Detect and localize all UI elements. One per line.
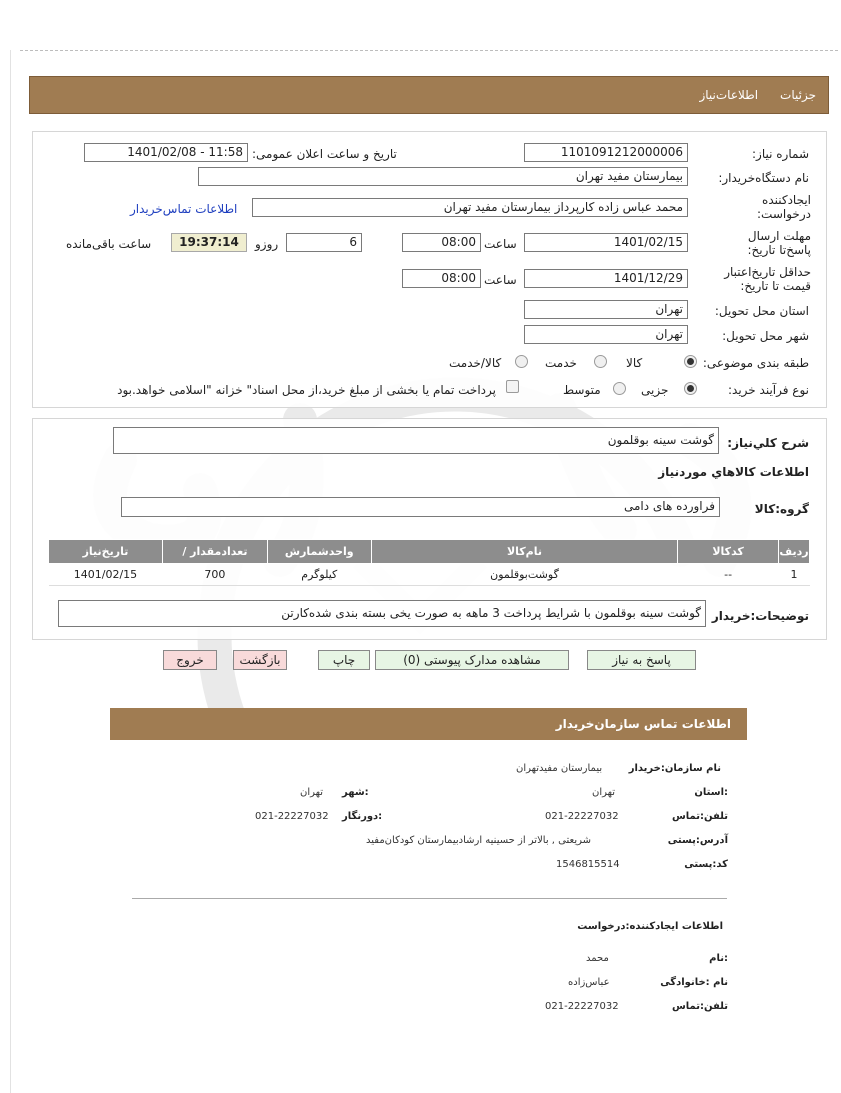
reply-button[interactable]: پاسخ به نیاز [587,650,696,670]
day-label: روزو [255,237,279,251]
org-contact-title-bar: اطلاعات تماس سازمان‌خریدار [110,708,747,740]
category-option-service: خدمت [545,356,577,370]
validity-label: حداقل تاریخ‌اعتبار قیمت تا تاریخ: [724,265,811,293]
requester-name-label: :نام [709,953,728,964]
org-phone-value: 021-22227032 [545,811,619,822]
category-option-goods: کالا [626,356,643,370]
requester-family-label: نام :خانوادگی [660,977,728,988]
province-label: استان محل تحویل: [714,304,809,318]
col-code: کدکالا [678,540,779,564]
org-address-label: آدرس:پستی [667,835,728,846]
creator-label: ایجادکننده درخواست: [757,193,811,221]
deadline-time-field: 08:00 [402,233,481,252]
col-row: ردیف [779,540,810,564]
requester-family-value: عباس‌زاده [568,977,610,988]
org-name-value: بیمارستان مفیدتهران [516,763,603,774]
org-province-value: تهران [592,787,616,798]
remaining-timer: 19:37:14 [171,233,247,252]
validity-date-field: 1401/12/29 [524,269,688,288]
cell-code: -- [678,564,779,586]
table-row [49,564,810,586]
validity-time-label: ساعت [484,273,517,287]
org-fax-value: 021-22227032 [255,811,329,822]
exit-button[interactable]: خروج [163,650,217,670]
col-unit: واحدشمارش [267,540,371,564]
cell-row: 1 [779,564,810,586]
print-button[interactable]: چاپ [318,650,370,670]
goods-title: اطلاعات کالاهاي موردنیاز [658,465,809,479]
org-address-value: شریعتی , بالاتر از حسینیه ارشادبیمارستان کودکان‌مفید [366,835,592,846]
city-field: تهران [524,325,688,344]
table-header-row [49,540,810,564]
group-field: فراورده های دامی [121,497,720,517]
process-option-minor: جزیی [641,383,669,397]
cell-need-date: 1401/02/15 [49,564,163,586]
org-city-value: تهران [300,787,324,798]
payment-checkbox[interactable] [506,380,519,393]
buyer-field: بیمارستان مفید تهران [198,167,688,186]
tab-need-info[interactable]: اطلاعات‌نیاز [699,88,759,102]
process-radio-minor[interactable] [684,382,697,395]
remaining-label: ساعت باقی‌مانده [66,237,152,251]
org-city-label: :شهر [342,787,369,798]
org-postal-label: کد:پستی [684,859,728,870]
col-name: نام‌کالا [371,540,677,564]
payment-note: پرداخت تمام یا بخشی از مبلغ خرید،از محل اسناد" خزانه "اسلامی خواهد.بود [117,383,496,397]
header-bar [29,76,829,114]
org-postal-value: 1546815514 [556,859,620,870]
validity-time-field: 08:00 [402,269,481,288]
section-divider [132,898,727,899]
requester-phone-label: تلفن:تماس [671,1001,728,1012]
org-phone-label: تلفن:تماس [671,811,728,822]
category-radio-goods[interactable] [684,355,697,368]
group-label: گروه:کالا [754,502,809,516]
back-button[interactable]: بازگشت [233,650,287,670]
cell-quantity: 700 [162,564,267,586]
summary-label: شرح کلي‌نیاز: [727,436,809,450]
process-option-medium: متوسط [563,383,601,397]
buyer-contact-link[interactable]: اطلاعات تماس‌خریدار [130,202,238,216]
province-field: تهران [524,300,688,319]
attachments-button[interactable]: مشاهده مدارک پیوستی (0) [375,650,569,670]
process-radio-medium[interactable] [613,382,626,395]
need-number-field: 1101091212000006 [524,143,688,162]
creator-field: محمد عباس زاده کارپرداز بیمارستان مفید تهران [252,198,688,217]
org-fax-label: :دورنگار [342,811,383,822]
org-name-label: نام سازمان:خریدار [628,763,721,774]
org-province-label: :استان [694,787,728,798]
requester-name-value: محمد [586,953,609,964]
col-need-date: تاریخ‌نیاز [49,540,163,564]
tab-details[interactable]: جزئیات [780,88,816,102]
cell-unit: کیلوگرم [267,564,371,586]
deadline-label: مهلت ارسال پاسخ‌تا تاریخ: [747,229,811,257]
buyer-label: نام دستگاه‌خریدار: [718,171,809,185]
buyer-desc-field: گوشت سینه بوقلمون با شرایط پرداخت 3 ماهه به صورت یخی بسته بندی شده‌کارتن [58,600,706,627]
category-radio-both[interactable] [515,355,528,368]
category-label: طبقه بندی موضوعی: [702,356,809,370]
requester-title: اطلاعات ایجادکننده:درخواست [577,921,723,932]
goods-table [48,539,810,586]
category-radio-service[interactable] [594,355,607,368]
process-label: نوع فرآیند خرید: [728,383,809,397]
announce-label: تاریخ و ساعت اعلان عمومی: [252,147,397,161]
deadline-date-field: 1401/02/15 [524,233,688,252]
buyer-desc-label: توضیحات:خریدار [711,609,809,623]
announce-field: 1401/02/08 - 11:58 [84,143,248,162]
requester-phone-value: 021-22227032 [545,1001,619,1012]
top-divider [20,50,838,51]
city-label: شهر محل تحویل: [722,329,809,343]
summary-field: گوشت سینه بوقلمون [113,427,719,454]
col-quantity: تعدادمقدار / [162,540,267,564]
cell-name: گوشت‌بوقلمون [371,564,677,586]
category-option-both: کالا/خدمت [449,356,502,370]
left-divider [10,50,11,1093]
deadline-time-label: ساعت [484,237,517,251]
need-number-label: شماره نیاز: [752,147,809,161]
days-field: 6 [286,233,362,252]
